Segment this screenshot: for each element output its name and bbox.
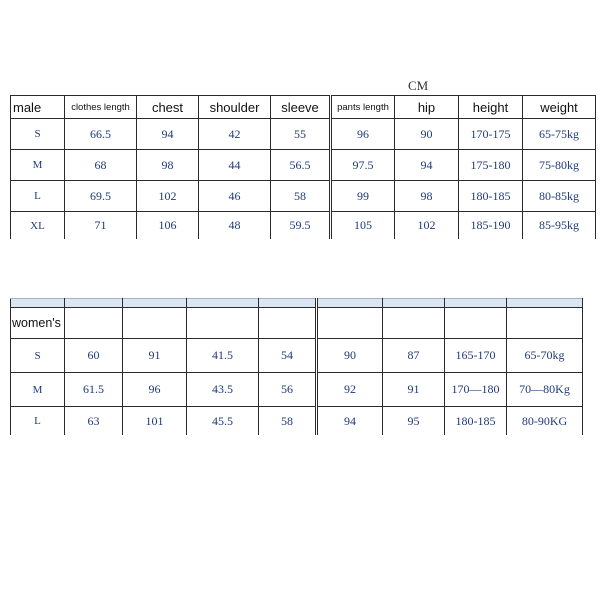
value-cell: 90 — [395, 119, 459, 150]
value-cell: 58 — [271, 181, 331, 212]
value-cell: 94 — [137, 119, 199, 150]
value-cell: 105 — [331, 212, 395, 240]
value-cell: 71 — [65, 212, 137, 240]
value-cell: 101 — [123, 407, 187, 436]
men-header-chest: chest — [137, 96, 199, 119]
value-cell: 106 — [137, 212, 199, 240]
table-row — [11, 181, 596, 212]
value-cell: 68 — [65, 150, 137, 181]
value-cell: 102 — [137, 181, 199, 212]
table-row — [11, 407, 583, 436]
value-cell: 61.5 — [65, 373, 123, 407]
size-cell: L — [11, 407, 65, 436]
men-header-row — [11, 96, 596, 119]
size-cell: M — [11, 373, 65, 407]
value-cell: 99 — [331, 181, 395, 212]
size-cell: S — [11, 119, 65, 150]
men-size-table — [10, 95, 596, 239]
table-row — [11, 150, 596, 181]
value-cell: 102 — [395, 212, 459, 240]
value-cell: 185-190 — [459, 212, 523, 240]
value-cell: 56.5 — [271, 150, 331, 181]
value-cell: 80-90KG — [507, 407, 583, 436]
size-cell: M — [11, 150, 65, 181]
table-row — [11, 373, 583, 407]
men-header-clothes-length: clothes length — [65, 96, 137, 119]
value-cell: 95 — [383, 407, 445, 436]
table-row — [11, 119, 596, 150]
size-cell: XL — [11, 212, 65, 240]
value-cell: 75-80kg — [523, 150, 596, 181]
value-cell: 170-175 — [459, 119, 523, 150]
men-header-height: height — [459, 96, 523, 119]
value-cell: 58 — [259, 407, 317, 436]
value-cell: 45.5 — [187, 407, 259, 436]
value-cell: 90 — [317, 339, 383, 373]
value-cell: 70—80Kg — [507, 373, 583, 407]
value-cell: 48 — [199, 212, 271, 240]
value-cell: 170—180 — [445, 373, 507, 407]
value-cell: 63 — [65, 407, 123, 436]
women-size-table — [10, 298, 583, 435]
women-header-band — [11, 299, 583, 308]
value-cell: 42 — [199, 119, 271, 150]
value-cell: 85-95kg — [523, 212, 596, 240]
value-cell: 46 — [199, 181, 271, 212]
women-header-row — [11, 308, 583, 339]
value-cell: 165-170 — [445, 339, 507, 373]
value-cell: 94 — [395, 150, 459, 181]
value-cell: 60 — [65, 339, 123, 373]
value-cell: 43.5 — [187, 373, 259, 407]
value-cell: 80-85kg — [523, 181, 596, 212]
value-cell: 87 — [383, 339, 445, 373]
value-cell: 56 — [259, 373, 317, 407]
table-row — [11, 212, 596, 240]
value-cell: 44 — [199, 150, 271, 181]
value-cell: 92 — [317, 373, 383, 407]
value-cell: 180-185 — [445, 407, 507, 436]
value-cell: 69.5 — [65, 181, 137, 212]
men-header-hip: hip — [395, 96, 459, 119]
value-cell: 98 — [395, 181, 459, 212]
value-cell: 91 — [123, 339, 187, 373]
women-header-label: women's — [11, 308, 65, 339]
men-header-pants-length: pants length — [331, 96, 395, 119]
value-cell: 59.5 — [271, 212, 331, 240]
value-cell: 96 — [331, 119, 395, 150]
value-cell: 91 — [383, 373, 445, 407]
value-cell: 175-180 — [459, 150, 523, 181]
value-cell: 65-70kg — [507, 339, 583, 373]
value-cell: 94 — [317, 407, 383, 436]
unit-label: CM — [408, 78, 429, 93]
size-cell: S — [11, 339, 65, 373]
value-cell: 66.5 — [65, 119, 137, 150]
table-row — [11, 339, 583, 373]
value-cell: 41.5 — [187, 339, 259, 373]
size-cell: L — [11, 181, 65, 212]
value-cell: 65-75kg — [523, 119, 596, 150]
men-header-male: male — [11, 96, 65, 119]
value-cell: 55 — [271, 119, 331, 150]
men-header-sleeve: sleeve — [271, 96, 331, 119]
value-cell: 180-185 — [459, 181, 523, 212]
men-header-weight: weight — [523, 96, 596, 119]
value-cell: 96 — [123, 373, 187, 407]
value-cell: 97.5 — [331, 150, 395, 181]
value-cell: 54 — [259, 339, 317, 373]
men-header-shoulder: shoulder — [199, 96, 271, 119]
value-cell: 98 — [137, 150, 199, 181]
